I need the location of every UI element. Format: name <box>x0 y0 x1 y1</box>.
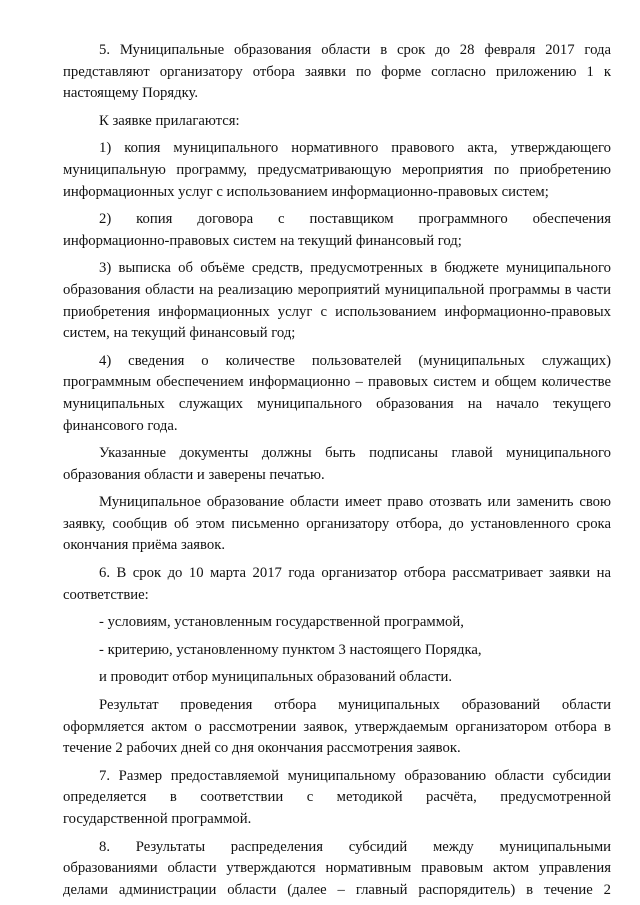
paragraph-signature-requirement: Указанные документы должны быть подписаны главой муниципального образования области и заверены печатью. <box>63 445 611 483</box>
paragraph-7-line-2: определяется в соответствии с методикой расчёта, предусмотренной <box>63 789 611 806</box>
paragraph-8 <box>63 837 611 902</box>
paragraph-attachments-intro: К заявке прилагаются: <box>99 112 240 129</box>
paragraph-5: 5. Муниципальные образования области в срок до 28 февраля 2017 года представляют организатору отбора заявки по форме согласно приложению 1 к настоящему Порядку. <box>63 42 611 102</box>
paragraph-attachment-4: 4) сведения о количестве пользователей (муниципальных служащих) программным обеспечением информационно – правовых систем и общем количестве муниципальных служащих муниципального образования на начало текущего финансового года. <box>63 352 611 434</box>
document-body <box>63 40 611 901</box>
paragraph-attachment-2 <box>63 209 611 252</box>
selection-result-rest: оформляется актом о рассмотрении заявок, утверждаемым организатором отбора в течение 2 рабочих дней со дня окончания рассмотрения заявок. <box>63 718 611 757</box>
attachment-2-line-1: 2) копия договора с поставщиком программного обеспечения <box>99 211 611 228</box>
attachment-2-line-2: информационно-правовых систем на текущий финансовый год; <box>63 232 462 249</box>
paragraph-7-line-1: 7. Размер предоставляемой муниципальному образованию области субсидии <box>99 767 611 784</box>
list-item-conditions: - условиям, установленным государственной программой, <box>99 614 464 631</box>
paragraph-selection-result <box>63 695 611 760</box>
paragraph-8-line-1: 8. Результаты распределения субсидий между муниципальными <box>99 838 611 855</box>
list-item-criterion: - критерию, установленному пунктом 3 настоящего Порядка, <box>99 641 482 658</box>
paragraph-7 <box>63 766 611 831</box>
paragraph-attachment-3: 3) выписка об объёме средств, предусмотренных в бюджете муниципального образования области на реализацию мероприятий муниципальной программы в части приобретения информационных услуг с использованием информационно-правовых систем, на текущий финансовый год; <box>63 260 611 342</box>
selection-result-line-1: Результат проведения отбора муниципальных образований области <box>99 697 611 714</box>
paragraph-6: 6. В срок до 10 марта 2017 года организатор отбора рассматривает заявки на соответствие: <box>63 565 611 603</box>
paragraph-8-rest: образованиями области утверждаются нормативным правовым актом управления делами администрации области (далее – главный распорядитель) в течение 2 <box>63 860 611 898</box>
paragraph-7-line-3: государственной программой. <box>63 811 252 827</box>
list-item-selection: и проводит отбор муниципальных образований области. <box>99 669 453 686</box>
paragraph-attachment-1: 1) копия муниципального нормативного правового акта, утверждающего муниципальную программу, предусматривающую мероприятия по приобретению информационных услуг с использованием информационно-правовых систем; <box>63 140 611 200</box>
paragraph-withdrawal-right: Муниципальное образование области имеет право отозвать или заменить свою заявку, сообщив об этом письменно организатору отбора, до установленного срока окончания приёма заявок. <box>63 494 611 554</box>
